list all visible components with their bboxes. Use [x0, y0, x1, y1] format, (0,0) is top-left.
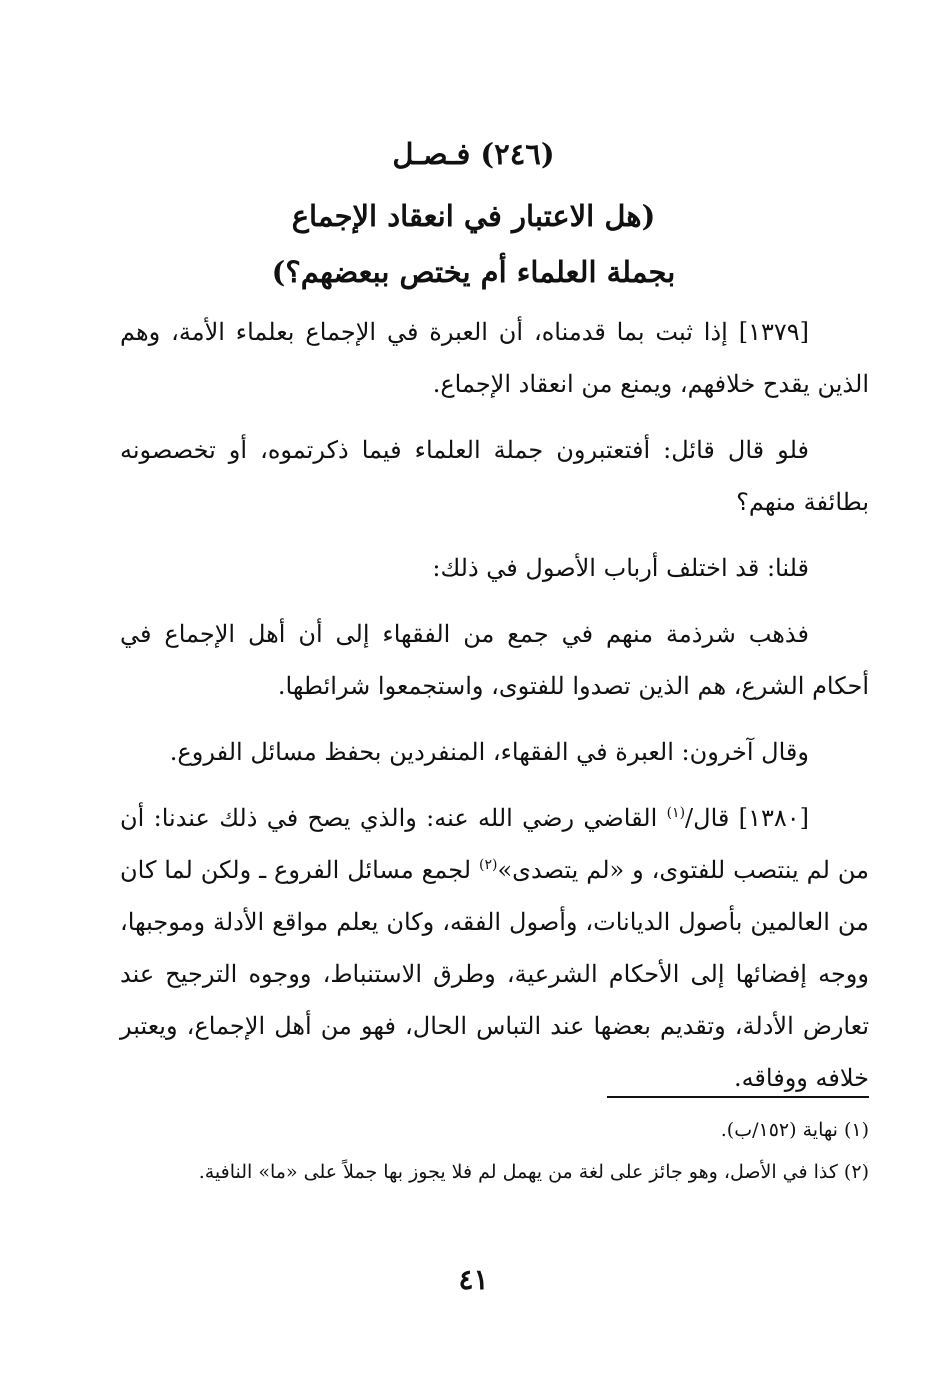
paragraph-1380-part-2: القاضي رضي الله عنه: والذي يصح في ذلك عندنا: أن من لم ينتصب للفتوى، و «لم يتصدى» [120, 804, 869, 884]
footnotes [78, 1112, 869, 1196]
section-heading: (٢٤٦) فـصـل [392, 137, 555, 171]
footnote-2: (٢) كذا في الأصل، وهو جائز على لغة من يهمل لم فلا يجوز بها جملاً على «ما» النافية. [198, 1161, 869, 1183]
paragraph-1380-part-3: لجمع مسائل الفروع ـ ولكن لما كان من العالمين بأصول الديانات، وأصول الفقه، وكان يعلم مواقع الأدلة وموجبها، ووجه إفضائها إلى الأحكام الشرعية، وطرق الاستنباط، ووجوه الترجيح عند تعارض الأدلة، وتقديم بعضها عند التباس الحال، فهو من أهل الإجماع، ويعتبر خلافه ووفاقه. [120, 856, 869, 1092]
body-text [120, 306, 869, 1104]
footnote-divider [607, 1096, 869, 1098]
chapter-title-line-1: (هل الاعتبار في انعقاد الإجماع [291, 199, 656, 233]
paragraph-answer-intro: قلنا: قد اختلف أرباب الأصول في ذلك: [432, 554, 809, 582]
footnote-ref-2: (٢) [479, 857, 498, 873]
paragraph-1380-part-1: [١٣٨٠] قال/ [685, 804, 809, 832]
chapter-title-line-2: بجملة العلماء أم يختص ببعضهم؟) [271, 255, 676, 289]
paragraph-question: فلو قال قائل: أفتعتبرون جملة العلماء فيما ذكرتموه، أو تخصصونه بطائفة منهم؟ [120, 436, 869, 516]
footnote-1: (١) نهاية (١٥٢/ب). [720, 1119, 869, 1141]
paragraph-first-opinion: فذهب شرذمة منهم في جمع من الفقهاء إلى أن أهل الإجماع في أحكام الشرع، هم الذين تصدوا للفتوى، واستجمعوا شرائطها. [120, 620, 869, 700]
footnote-ref-1: (١) [666, 805, 686, 821]
paragraph-second-opinion: وقال آخرون: العبرة في الفقهاء، المنفردين بحفظ مسائل الفروع. [169, 738, 809, 766]
paragraph-1379: [١٣٧٩] إذا ثبت بما قدمناه، أن العبرة في الإجماع بعلماء الأمة، وهم الذين يقدح خلافهم، ويمنع من انعقاد الإجماع. [120, 318, 869, 398]
chapter-title [0, 188, 947, 300]
paragraph-1380 [120, 792, 869, 1104]
page-number: ٤١ [458, 1263, 489, 1296]
